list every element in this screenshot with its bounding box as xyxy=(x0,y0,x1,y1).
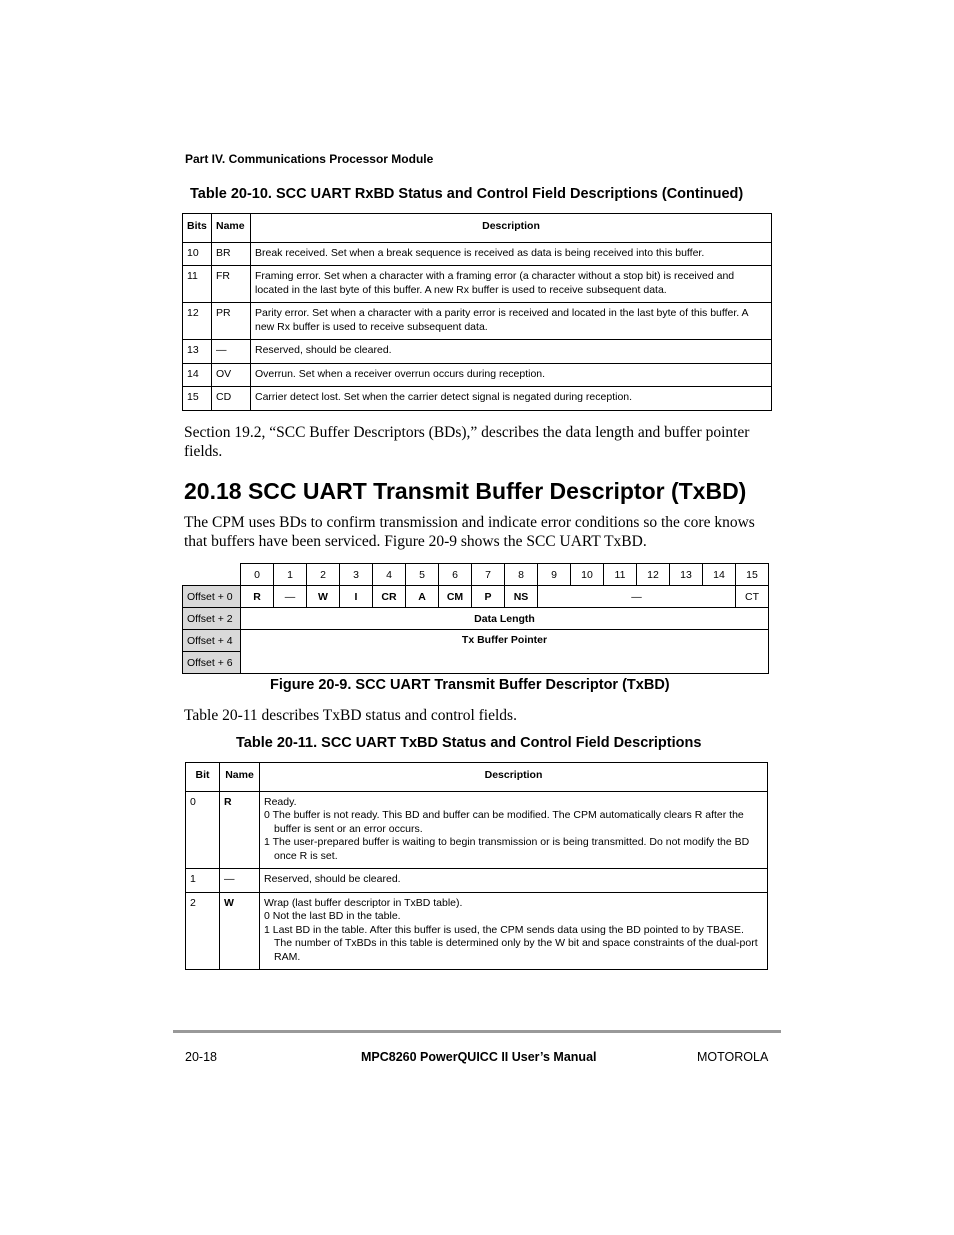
description-cell xyxy=(260,791,768,869)
offset-label: Offset + 2 xyxy=(183,608,241,630)
bit-cell: 2 xyxy=(186,892,220,970)
bit-number: 6 xyxy=(439,564,472,586)
table-row xyxy=(183,242,772,266)
table-row xyxy=(183,363,772,387)
name-cell: BR xyxy=(212,242,251,266)
name-cell: — xyxy=(220,869,260,893)
description-cell: Reserved, should be cleared. xyxy=(251,340,772,364)
column-header: Name xyxy=(212,214,251,243)
bit-number: 11 xyxy=(604,564,637,586)
field-a: A xyxy=(406,586,439,608)
description-item: 1 The user-prepared buffer is waiting to begin transmission or is being transmitted. Do not modify the BD once R is set. xyxy=(264,836,750,862)
field-ct: CT xyxy=(736,586,769,608)
field-cr: CR xyxy=(373,586,406,608)
name-cell: W xyxy=(220,892,260,970)
txbd-table xyxy=(185,762,768,970)
field-reserved: — xyxy=(274,586,307,608)
table-title: Table 20-10. SCC UART RxBD Status and Control Field Descriptions (Continued) xyxy=(190,186,744,202)
table-row xyxy=(186,892,768,970)
name-cell: OV xyxy=(212,363,251,387)
body-paragraph: The CPM uses BDs to confirm transmission and indicate error conditions so the core knows that buffers have been serviced. Figure 20-9 shows the SCC UART TxBD. xyxy=(184,514,755,550)
offset-row xyxy=(183,586,769,608)
bit-cell: 1 xyxy=(186,869,220,893)
description-cell: Framing error. Set when a character with a framing error (a character without a stop bit) is received and located in the last byte of this buffer. A new Rx buffer is used to receive subsequent data. xyxy=(251,266,772,303)
rxbd-table xyxy=(182,213,772,411)
name-cell: FR xyxy=(212,266,251,303)
offset-label: Offset + 6 xyxy=(183,652,241,674)
description-cell: Reserved, should be cleared. xyxy=(260,869,768,893)
footer-divider xyxy=(173,1030,781,1033)
table-row xyxy=(186,869,768,893)
bit-number: 5 xyxy=(406,564,439,586)
bit-number: 7 xyxy=(472,564,505,586)
column-header: Description xyxy=(260,763,768,792)
bit-number-row xyxy=(183,564,769,586)
name-cell: PR xyxy=(212,303,251,340)
bit-number: 12 xyxy=(637,564,670,586)
bit-cell: 11 xyxy=(183,266,212,303)
description-cell: Parity error. Set when a character with a parity error is received and located in the last byte of this buffer. A new Rx buffer is used to receive subsequent data. xyxy=(251,303,772,340)
table-row xyxy=(183,303,772,340)
txbd-register-figure xyxy=(182,563,769,674)
bit-number: 4 xyxy=(373,564,406,586)
description-item: 0 The buffer is not ready. This BD and buffer can be modified. The CPM automatically clears R after the buffer is sent or an error occurs. xyxy=(264,809,744,835)
page-number: 20-18 xyxy=(185,1050,217,1064)
bit-number: 13 xyxy=(670,564,703,586)
company-name: MOTOROLA xyxy=(697,1050,769,1064)
bit-number: 14 xyxy=(703,564,736,586)
description-cell: Break received. Set when a break sequence is received as data is being received into this buffer. xyxy=(251,242,772,266)
field-tx-buffer-pointer: Tx Buffer Pointer xyxy=(241,630,769,674)
bit-number: 2 xyxy=(307,564,340,586)
table-header-row xyxy=(183,214,772,243)
bit-cell: 14 xyxy=(183,363,212,387)
table-row xyxy=(183,387,772,411)
description-title: Ready. xyxy=(264,795,297,808)
description-cell: Carrier detect lost. Set when the carrier detect signal is negated during reception. xyxy=(251,387,772,411)
name-cell: CD xyxy=(212,387,251,411)
description-item: 0 Not the last BD in the table. xyxy=(264,910,401,922)
table-title: Table 20-11. SCC UART TxBD Status and Control Field Descriptions xyxy=(236,735,702,751)
offset-label: Offset + 4 xyxy=(183,630,241,652)
field-data-length: Data Length xyxy=(241,608,769,630)
column-header: Bit xyxy=(186,763,220,792)
figure-caption: Figure 20-9. SCC UART Transmit Buffer Descriptor (TxBD) xyxy=(270,677,670,693)
offset-row xyxy=(183,608,769,630)
table-row xyxy=(186,791,768,869)
body-paragraph: Table 20-11 describes TxBD status and control fields. xyxy=(184,707,517,724)
field-ns: NS xyxy=(505,586,538,608)
description-item: 1 Last BD in the table. After this buffer is used, the CPM sends data using the BD pointed to by TBASE. The number of TxBDs in this table is determined only by the W bit and space constraints of the dual-port RAM. xyxy=(264,923,758,963)
table-row xyxy=(183,340,772,364)
bit-number: 3 xyxy=(340,564,373,586)
bit-number: 15 xyxy=(736,564,769,586)
bit-number: 0 xyxy=(241,564,274,586)
bit-cell: 10 xyxy=(183,242,212,266)
body-paragraph: Section 19.2, “SCC Buffer Descriptors (BDs),” describes the data length and buffer pointer fields. xyxy=(184,424,750,460)
bit-number: 10 xyxy=(571,564,604,586)
bit-number: 9 xyxy=(538,564,571,586)
column-header: Description xyxy=(251,214,772,243)
column-header: Name xyxy=(220,763,260,792)
description-cell: Overrun. Set when a receiver overrun occurs during reception. xyxy=(251,363,772,387)
offset-row xyxy=(183,630,769,652)
description-title: Wrap (last buffer descriptor in TxBD table). xyxy=(264,896,463,909)
bit-number: 1 xyxy=(274,564,307,586)
bit-cell: 15 xyxy=(183,387,212,411)
field-w: W xyxy=(307,586,340,608)
blank-cell xyxy=(183,564,241,586)
section-heading: 20.18 SCC UART Transmit Buffer Descriptor (TxBD) xyxy=(184,478,747,504)
field-p: P xyxy=(472,586,505,608)
name-cell: — xyxy=(212,340,251,364)
field-cm: CM xyxy=(439,586,472,608)
bit-cell: 0 xyxy=(186,791,220,869)
manual-title: MPC8260 PowerQUICC II User’s Manual xyxy=(361,1050,597,1064)
table-header-row xyxy=(186,763,768,792)
bit-number: 8 xyxy=(505,564,538,586)
description-cell xyxy=(260,892,768,970)
offset-label: Offset + 0 xyxy=(183,586,241,608)
name-cell: R xyxy=(220,791,260,869)
field-r: R xyxy=(241,586,274,608)
bit-cell: 12 xyxy=(183,303,212,340)
bit-cell: 13 xyxy=(183,340,212,364)
field-i: I xyxy=(340,586,373,608)
column-header: Bits xyxy=(183,214,212,243)
field-reserved: — xyxy=(538,586,736,608)
table-row xyxy=(183,266,772,303)
running-header: Part IV. Communications Processor Module xyxy=(185,152,434,166)
